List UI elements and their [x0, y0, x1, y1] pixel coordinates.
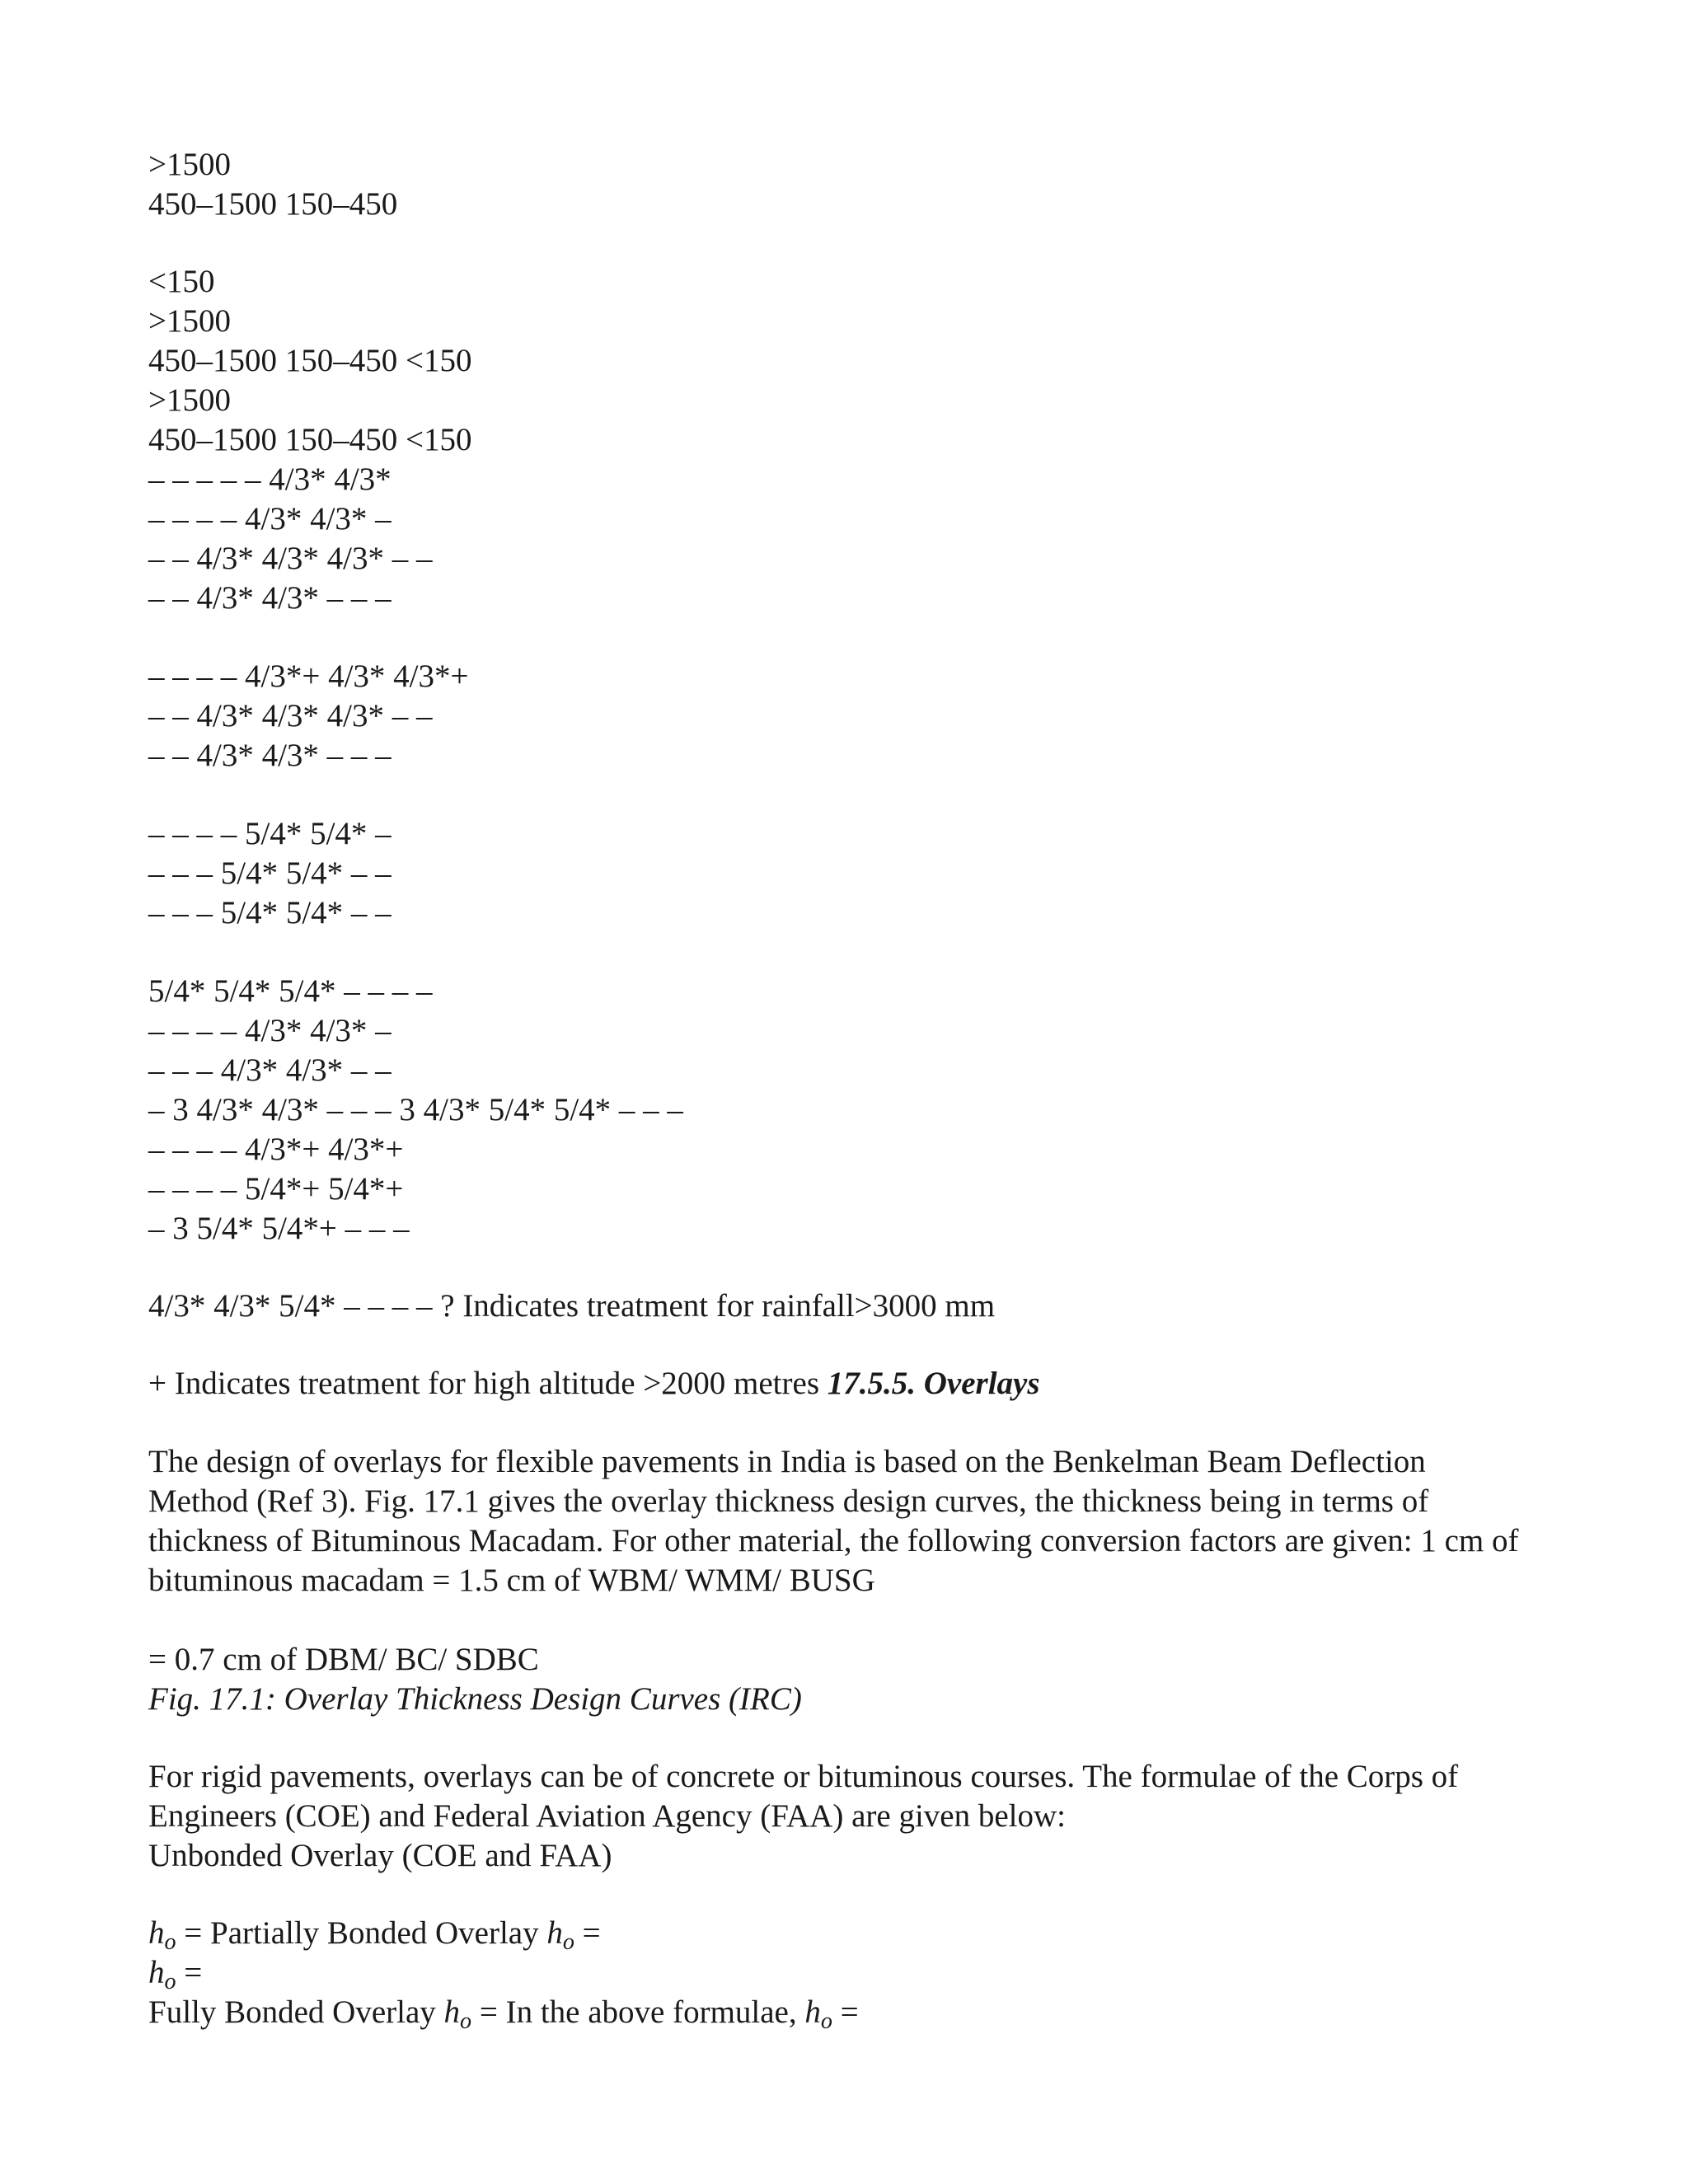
table-fragment-line: – – – – 4/3* 4/3* – — [148, 1013, 392, 1048]
equals-sign: = — [574, 1915, 601, 1951]
table-fragment-line: >1500 — [148, 147, 231, 182]
table-fragment-line: 5/4* 5/4* 5/4* – – – – — [148, 973, 433, 1009]
equals-sign: = — [176, 1955, 203, 1990]
table-fragment-line: – – – 4/3* 4/3* – – — [148, 1052, 392, 1088]
table-fragment-line: <150 — [148, 264, 215, 299]
conversion-line: = 0.7 cm of DBM/ BC/ SDBC — [148, 1642, 539, 1677]
table-fragment-line: – – 4/3* 4/3* 4/3* – – — [148, 541, 433, 576]
formula-line-3 — [148, 1993, 859, 2041]
table-fragment-line: >1500 — [148, 382, 231, 418]
fully-bonded-text: Fully Bonded Overlay — [148, 1994, 444, 2030]
table-fragment-line: 450–1500 150–450 <150 — [148, 422, 472, 457]
table-fragment-line: – – 4/3* 4/3* – – – — [148, 738, 392, 773]
h-symbol: h — [804, 1994, 821, 2030]
table-fragment-line: >1500 — [148, 303, 231, 339]
rainfall-note: 4/3* 4/3* 5/4* – – – – ? Indicates treatment for rainfall>3000 mm — [148, 1288, 996, 1324]
table-fragment-line: – – 4/3* 4/3* 4/3* – – — [148, 698, 433, 733]
o-subscript: o — [460, 2008, 472, 2035]
table-fragment-line: – – – – 4/3* 4/3* – — [148, 501, 392, 537]
formula-line-1 — [148, 1914, 601, 1962]
table-fragment-line: 450–1500 150–450 — [148, 186, 398, 222]
altitude-note-line — [148, 1364, 1040, 1404]
altitude-note: + Indicates treatment for high altitude >2000 metres — [148, 1366, 819, 1401]
o-subscript: o — [164, 1929, 176, 1956]
rigid-overlay-paragraph: For rigid pavements, overlays can be of concrete or bituminous courses. The formulae of the Corps of Engineers (COE) and Federal Aviation Agency (FAA) are given below: — [148, 1759, 1459, 1834]
table-fragment-line: – 3 4/3* 4/3* – – – 3 4/3* 5/4* 5/4* – – – — [148, 1092, 683, 1127]
overlay-paragraph: The design of overlays for flexible pavements in India is based on the Benkelman Beam Deflection Method (Ref 3). Fig. 17.1 gives the overlay thickness design curves, the thickness being in terms of thickness of Bituminous Macadam. For other material, the following conversion factors are given: 1 cm of bituminous macadam = 1.5 cm of WBM/ WMM/ BUSG — [148, 1444, 1519, 1598]
h-symbol: h — [546, 1915, 563, 1951]
o-subscript: o — [820, 2008, 832, 2035]
table-fragment-line: – – – – 5/4*+ 5/4*+ — [148, 1171, 404, 1207]
unbonded-overlay-heading: Unbonded Overlay (COE and FAA) — [148, 1838, 612, 1873]
table-fragment-line: – – – – 4/3*+ 4/3*+ — [148, 1132, 404, 1167]
table-fragment-line: – – – – 4/3*+ 4/3* 4/3*+ — [148, 658, 469, 694]
table-fragment-line: – – – 5/4* 5/4* – – — [148, 855, 392, 891]
h-symbol: h — [443, 1994, 461, 2030]
o-subscript: o — [562, 1929, 574, 1956]
equals-sign: = — [832, 1994, 859, 2030]
h-symbol: h — [148, 1915, 165, 1951]
h-symbol: h — [148, 1955, 165, 1990]
table-fragment-line: – – 4/3* 4/3* – – – — [148, 580, 392, 616]
table-fragment-line: – – – – – 4/3* 4/3* — [148, 462, 392, 497]
partially-bonded-text: = Partially Bonded Overlay — [176, 1915, 547, 1951]
table-fragment-line: – 3 5/4* 5/4*+ – – – — [148, 1211, 410, 1246]
table-fragment-line: – – – 5/4* 5/4* – – — [148, 895, 392, 930]
o-subscript: o — [164, 1969, 176, 1995]
figure-caption: Fig. 17.1: Overlay Thickness Design Curves (IRC) — [148, 1681, 802, 1717]
table-fragment-line: 450–1500 150–450 <150 — [148, 343, 472, 378]
above-formulae-text: = In the above formulae, — [471, 1994, 805, 2030]
section-heading: 17.5.5. Overlays — [827, 1366, 1040, 1401]
table-fragment-line: – – – – 5/4* 5/4* – — [148, 816, 392, 851]
